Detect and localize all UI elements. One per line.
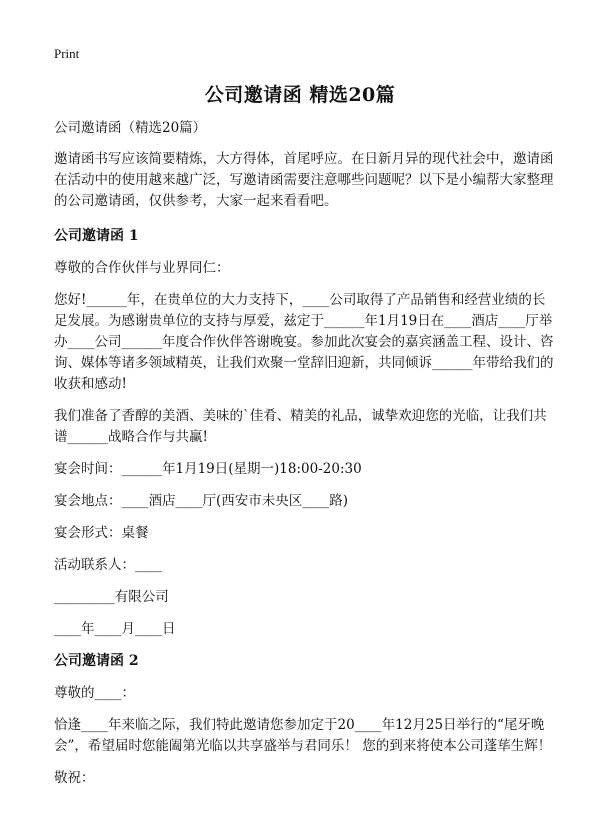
letter-1-form: 宴会形式：桌餐 [54,525,149,541]
letter-1-date: ____年____月____日 [54,621,176,637]
intro-paragraph: 邀请函书写应该简要精炼，大方得体，首尾呼应。在日新月异的现代社会中，邀请函在活动中的使用越来越广泛，写邀请函需要注意哪些问题呢？以下是小编帮大家整理的公司邀请函，仅供参考，大家一起来看看吧。 [54,151,554,209]
letter-2-closing: 敬祝： [54,770,95,786]
letter-1-heading: 公司邀请函 1 [54,228,139,244]
letter-2-heading: 公司邀请函 2 [54,653,139,669]
letter-1-paragraph-1: 您好!______年，在贵单位的大力支持下，____公司取得了产品销售和经营业绩的长足发展。为感谢贵单位的支持与厚爱，兹定于______年1月19日在____酒店____厅举办____公司______年度合作伙伴答谢晚宴。参加此次宴会的嘉宾涵盖工程、设计、咨询、媒体等诸多领域精英，让我们欢聚一堂辞旧迎新，共同倾诉______年带给我们的收获和感动! [54,292,554,392]
letter-1-company: _________有限公司 [54,589,169,605]
letter-2-paragraph-1: 恰逢____年来临之际，我们特此邀请您参加定于20____年12月25日举行的“尾牙晚会”，希望届时您能阖第光临以共享盛举与君同乐！ 您的到来将使本公司蓬荜生辉！ [54,717,552,754]
letter-1-salutation: 尊敬的合作伙伴与业界同仁： [54,260,230,276]
letter-1-contact: 活动联系人：____ [54,557,162,573]
document-subtitle: 公司邀请函（精选20篇） [54,120,207,136]
page-title: 公司邀请函 精选20篇 [204,84,396,106]
document-body [54,118,554,800]
letter-1-place: 宴会地点：____酒店____厅(西安市未央区____路) [54,493,349,509]
print-link[interactable]: Print [54,46,80,61]
letter-1-paragraph-2: 我们准备了香醇的美酒、美味的`佳肴、精美的礼品，诚挚欢迎您的光临，让我们共谱______战略合作与共赢! [54,408,547,445]
letter-1-time: 宴会时间：______年1月19日(星期一)18:00-20:30 [54,461,362,477]
letter-2-salutation: 尊敬的____： [54,685,135,701]
